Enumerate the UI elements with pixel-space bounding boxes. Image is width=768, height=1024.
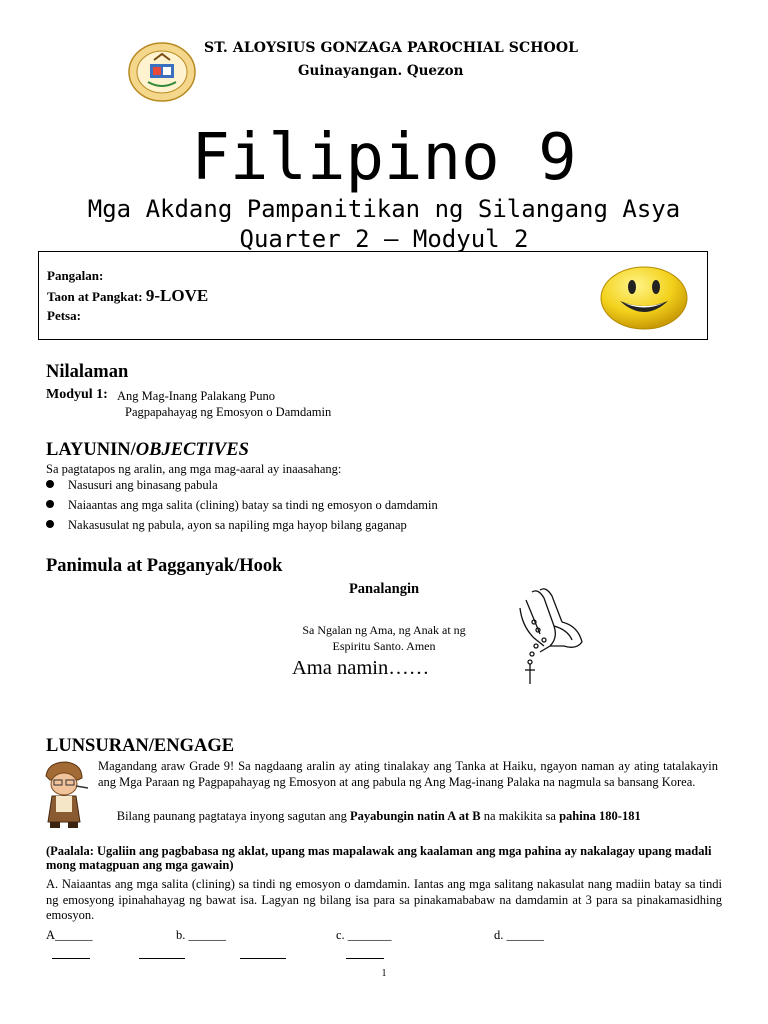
answer-line[interactable]	[346, 958, 384, 959]
objectives-heading-main: LAYUNIN/	[46, 440, 136, 460]
reminder-note: (Paalala: Ugaliin ang pagbabasa ng aklat, upang mas mapalawak ang kaalaman ang mga pahina ay nakalagay upang madali mong matagpuan ang mga gawain)	[46, 844, 712, 872]
module-topic-2: Pagpapahayag ng Emosyon o Damdamin	[125, 405, 332, 419]
date-label: Petsa:	[47, 308, 81, 323]
answer-line[interactable]	[240, 958, 286, 959]
page-number: 1	[381, 968, 387, 979]
page-title: Filipino 9	[191, 121, 577, 195]
objective-item: Naiaantas ang mga salita (clining) batay sa tindi ng emosyon o damdamin	[46, 498, 438, 513]
module-label: Modyul 1:	[46, 387, 108, 402]
module-topic-1: Ang Mag-Inang Palakang Puno	[117, 389, 275, 403]
activity-a-instructions: A. Naiaantas ang mga salita (clining) sa tindi ng emosyon o damdamin. Iantas ang mga salitang nakasulat nang madiin batay sa tindi ng emosyong ipinahahayag ng bawat isa. Lagyan ng bilang isa para sa pinakamababaw na damdamin at 3 para sa pinakamasidhing emosyon.	[46, 877, 722, 922]
objective-item: Nasusuri ang binasang pabula	[46, 478, 218, 493]
intro-hook-heading: Panimula at Pagganyak/Hook	[46, 556, 283, 576]
quarter-module: Quarter 2 – Modyul 2	[239, 225, 529, 253]
bullet-icon	[46, 480, 54, 488]
engage-heading: LUNSURAN/ENGAGE	[46, 736, 235, 756]
prayer-line-1: Sa Ngalan ng Ama, ng Anak at ng	[302, 623, 466, 637]
teacher-character-icon	[36, 758, 92, 830]
answer-line[interactable]	[52, 958, 90, 959]
bullet-icon	[46, 520, 54, 528]
objectives-heading	[46, 440, 249, 461]
objectives-heading-italic: OBJECTIVES	[135, 440, 249, 460]
answer-blank-c[interactable]: c. _______	[336, 928, 392, 942]
school-name: ST. ALOYSIUS GONZAGA PAROCHIAL SCHOOL	[204, 40, 579, 56]
school-seal-icon	[128, 42, 196, 102]
objective-item: Nakasusulat ng pabula, ayon sa napiling mga hayop bilang gaganap	[46, 518, 407, 533]
engage-paragraph-1: Magandang araw Grade 9! Sa nagdaang aralin ay ating tinalakay ang Tanka at Haiku, ngayon naman ay ating tatalakayin ang Mga Paraan ng Pagpapahayag ng Emosyon at ang pabula ng Ang Mag-inang Palaka na nagmula sa bansang Korea.	[98, 759, 718, 789]
answer-blank-b[interactable]: b. ______	[176, 928, 226, 942]
name-label: Pangalan:	[47, 268, 104, 283]
page-subtitle: Mga Akdang Pampanitikan ng Silangang Asya	[87, 195, 681, 223]
date-field[interactable]	[47, 308, 81, 324]
prayer-title: Panalangin	[348, 581, 420, 597]
answer-line[interactable]	[139, 958, 185, 959]
answer-blank-a[interactable]: A______	[46, 928, 93, 942]
contents-heading: Nilalaman	[46, 362, 129, 382]
engage-paragraph-2: Bilang paunang pagtataya inyong sagutan ang Payabungin natin A at B na makikita sa pahina 180-181	[116, 809, 641, 823]
answer-blank-d[interactable]: d. ______	[494, 928, 544, 942]
objectives-intro: Sa pagtatapos ng aralin, ang mga mag-aaral ay inaasahang:	[46, 462, 342, 476]
bullet-icon	[46, 500, 54, 508]
smiley-face-icon	[600, 265, 688, 331]
section-field[interactable]	[47, 286, 208, 306]
prayer-line-2: Espiritu Santo. Amen	[332, 639, 436, 653]
school-location: Guinayangan. Quezon	[298, 63, 464, 79]
section-label: Taon at Pangkat:	[47, 289, 143, 304]
name-field[interactable]	[47, 268, 103, 284]
prayer-closing: Ama namin……	[292, 657, 430, 679]
praying-hands-rosary-icon	[510, 586, 586, 688]
section-value: 9-LOVE	[145, 286, 209, 305]
